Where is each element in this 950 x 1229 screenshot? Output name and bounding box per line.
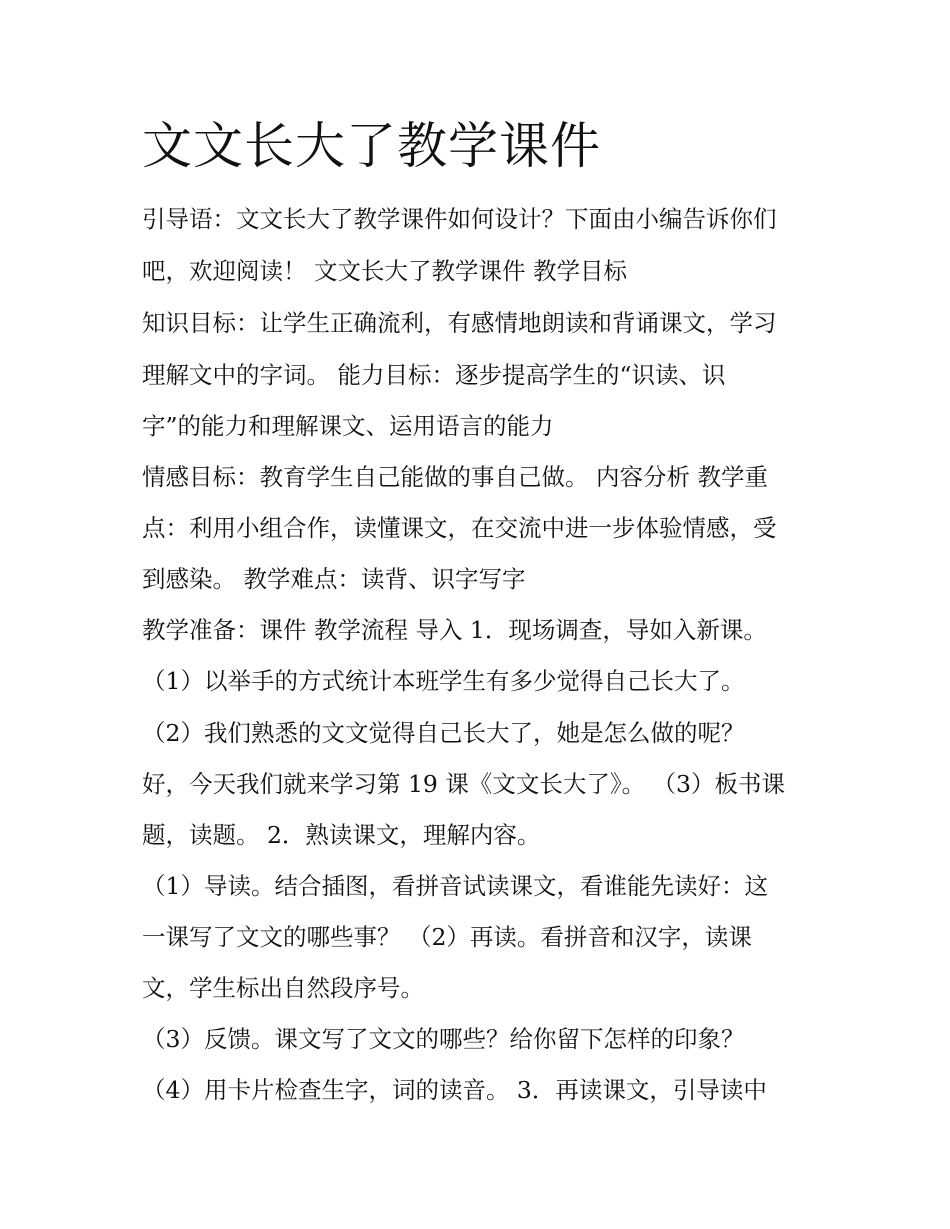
body-line-14: （1）导读。结合插图，看拼音试读课文，看谁能先读好：这 (142, 872, 768, 900)
body-line-6: 情感目标：教育学生自己能做的事自己做。 内容分析 教学重 (142, 463, 768, 491)
document-title: 文文长大了教学课件 (142, 117, 601, 175)
body-line-13: 题，读题。 2．熟读课文，理解内容。 (142, 821, 541, 849)
body-line-8: 到感染。 教学难点：读背、识字写字 (142, 565, 526, 593)
body-line-1: 引导语：文文长大了教学课件如何设计？下面由小编告诉你们 (142, 205, 777, 233)
body-line-18: （4）用卡片检查生字，词的读音。 3．再读课文，引导读中 (142, 1076, 767, 1104)
body-line-15: 一课写了文文的哪些事？ （2）再读。看拼音和汉字，读课 (142, 923, 752, 951)
body-line-7: 点：利用小组合作，读懂课文，在交流中进一步体验情感，受 (142, 514, 777, 542)
body-line-4: 理解文中的字词。 能力目标：逐步提高学生的“识读、识 (142, 361, 726, 389)
body-line-17: （3）反馈。课文写了文文的哪些？给你留下怎样的印象？ (142, 1025, 745, 1053)
body-line-10: （1）以举手的方式统计本班学生有多少觉得自己长大了。 (142, 667, 745, 695)
body-line-3: 知识目标：让学生正确流利，有感情地朗读和背诵课文，学习 (142, 309, 777, 337)
body-line-2: 吧，欢迎阅读！ 文文长大了教学课件 教学目标 (142, 257, 627, 285)
body-line-16: 文，学生标出自然段序号。 (142, 974, 424, 1002)
body-line-5: 字”的能力和理解课文、运用语言的能力 (142, 412, 554, 440)
body-line-12: 好，今天我们就来学习第 19 课《文文长大了》。 （3）板书课 (142, 770, 786, 798)
body-line-9: 教学准备：课件 教学流程 导入 1．现场调查，导如入新课。 (142, 616, 767, 644)
body-line-11: （2）我们熟悉的文文觉得自己长大了，她是怎么做的呢？ (142, 719, 745, 747)
